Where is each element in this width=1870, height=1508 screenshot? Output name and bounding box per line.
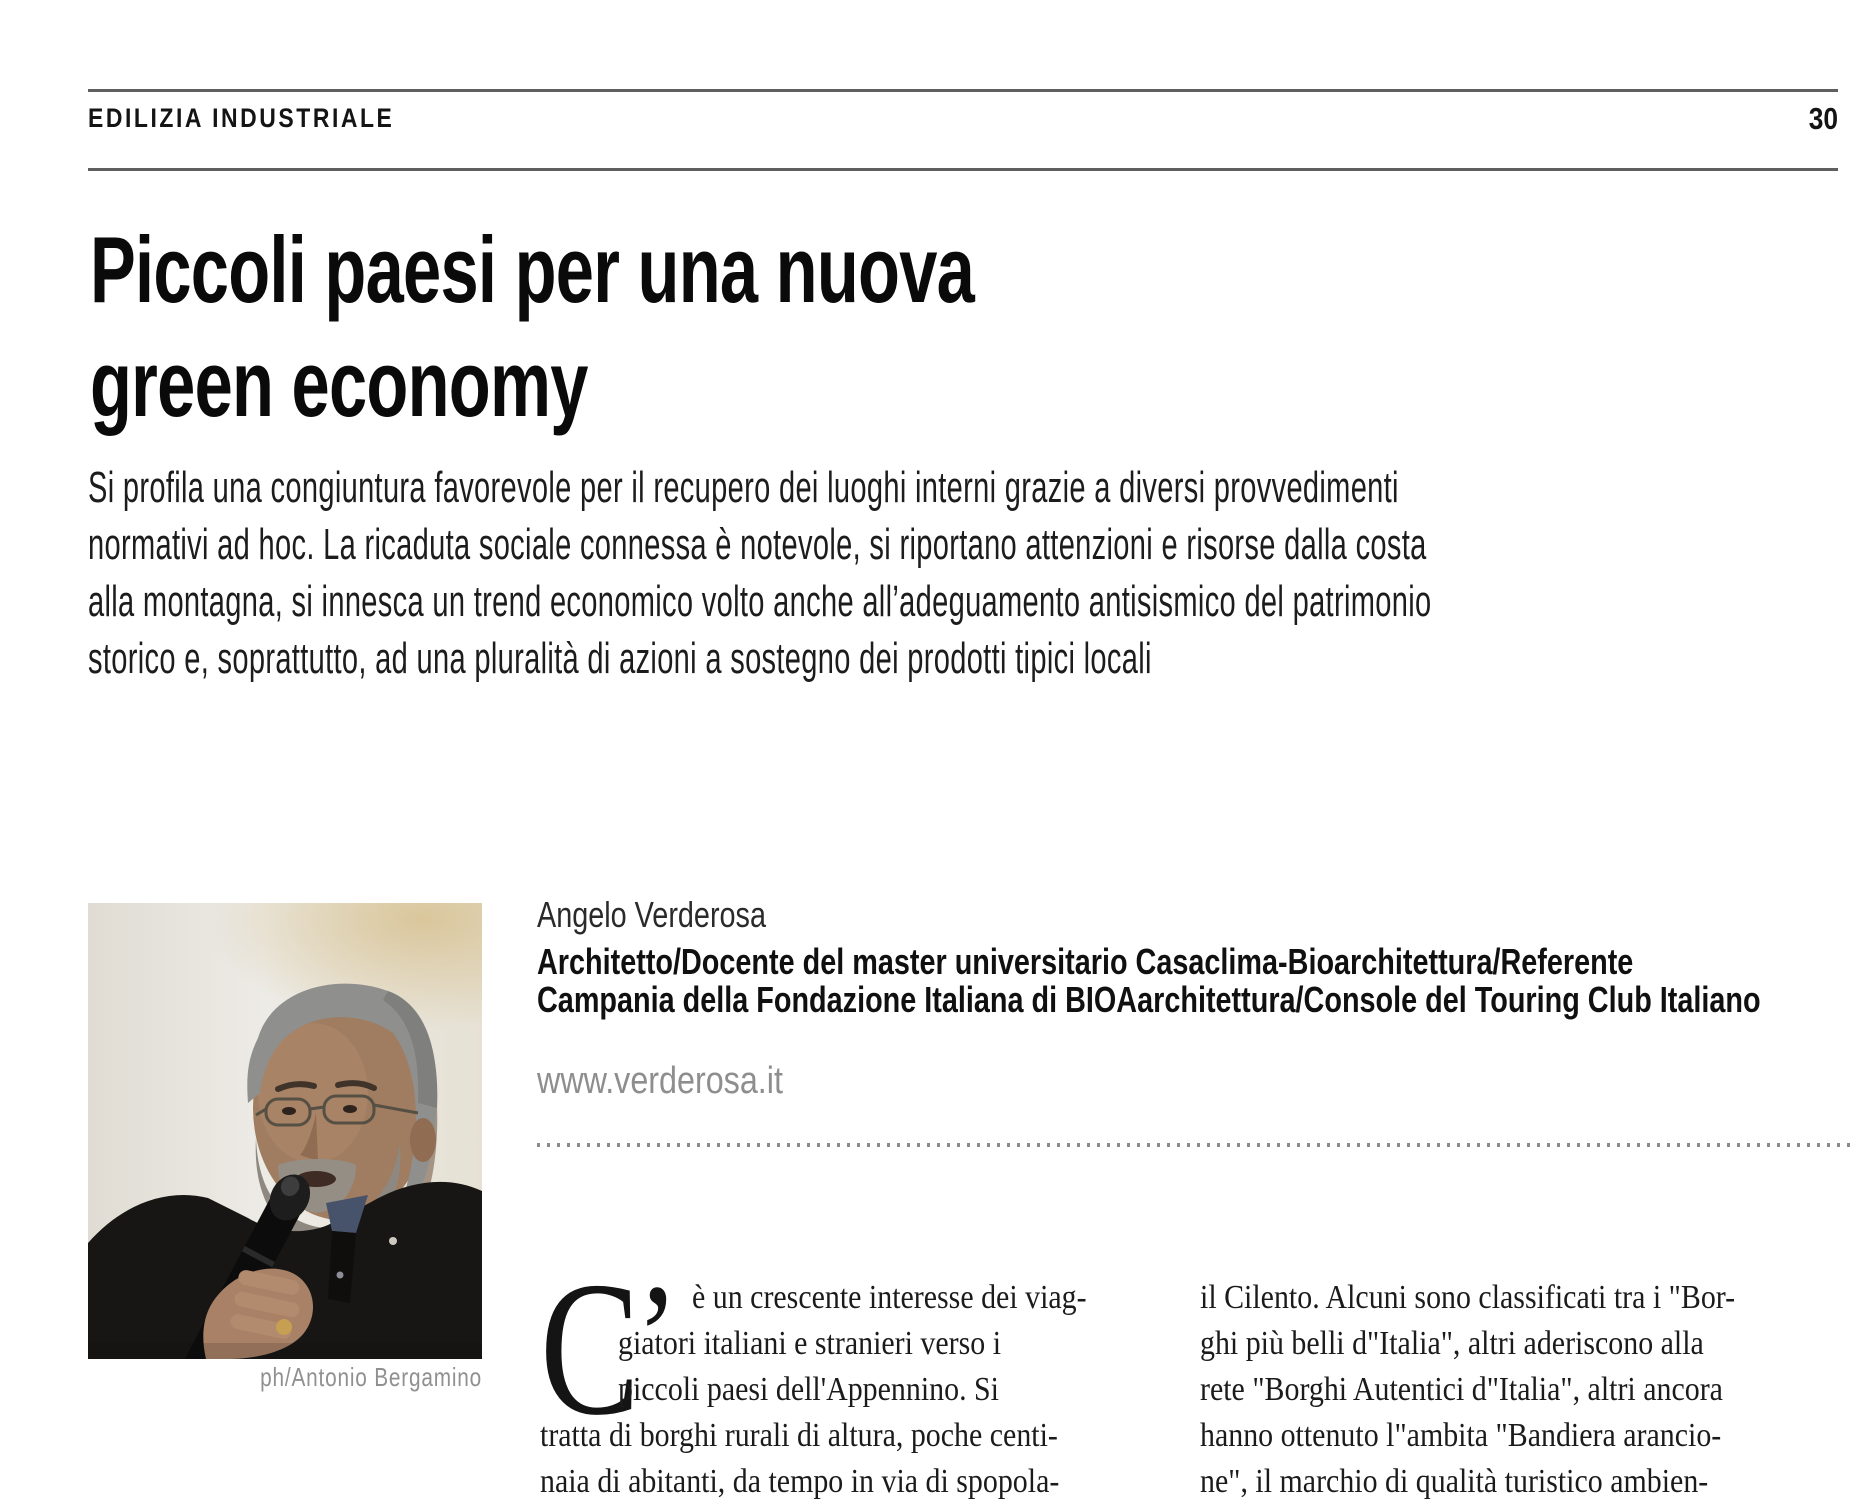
body-col2-line: ghi più belli d"Italia", altri aderiscono alla <box>1200 1325 1704 1362</box>
header-rule-top <box>88 89 1838 92</box>
photo-credit: ph/Antonio Bergamino <box>260 1362 482 1392</box>
section-label: EDILIZIA INDUSTRIALE <box>88 103 395 133</box>
body-col2-line: il Cilento. Alcuni sono classificati tra i "Bor- <box>1200 1279 1736 1316</box>
body-col1-line: tratta di borghi rurali di altura, poche centi- <box>540 1417 1058 1454</box>
body-col2-line: ne", il marchio di qualità turistico ambien- <box>1200 1463 1709 1500</box>
dotted-divider <box>537 1143 1850 1147</box>
body-col1-line: piccoli paesi dell'Appennino. Si <box>618 1371 999 1408</box>
body-col2-line: rete "Borghi Autentici d"Italia", altri ancora <box>1200 1371 1723 1408</box>
lede-line: storico e, soprattutto, ad una pluralità di azioni a sostegno dei prodotti tipici locali <box>88 634 1152 683</box>
article-title-line2: green economy <box>90 331 588 436</box>
lede-line: normativi ad hoc. La ricaduta sociale connessa è notevole, si riportano attenzioni e risorse dalla costa <box>88 520 1427 569</box>
dropcap-apostrophe: ’ <box>636 1254 679 1420</box>
author-website: www.verderosa.it <box>537 1060 783 1102</box>
page-number: 30 <box>1808 101 1838 136</box>
body-col1-line: giatori italiani e stranieri verso i <box>618 1325 1002 1362</box>
body-col2-line: hanno ottenuto l"ambita "Bandiera arancio- <box>1200 1417 1722 1454</box>
author-photo <box>88 903 482 1359</box>
author-role-line1: Architetto/Docente del master universitario Casaclima-Bioarchitettura/Referente <box>537 941 1634 982</box>
body-col1-line: naia di abitanti, da tempo in via di spopola- <box>540 1463 1060 1500</box>
article-title-line1: Piccoli paesi per una nuova <box>90 217 975 322</box>
header-rule-bottom <box>88 168 1838 171</box>
author-photo-image <box>88 903 482 1359</box>
lede-line: Si profila una congiuntura favorevole per il recupero dei luoghi interni grazie a diversi provvedimenti <box>88 463 1399 512</box>
lede-line: alla montagna, si innesca un trend economico volto anche all’adeguamento antisismico del patrimonio <box>88 577 1432 626</box>
body-col1-line: è un crescente interesse dei viag- <box>692 1279 1087 1316</box>
dropcap: C <box>540 1242 640 1455</box>
author-name: Angelo Verderosa <box>537 894 766 935</box>
author-role-line2: Campania della Fondazione Italiana di BIOAarchitettura/Console del Touring Club Italiano <box>537 979 1761 1020</box>
